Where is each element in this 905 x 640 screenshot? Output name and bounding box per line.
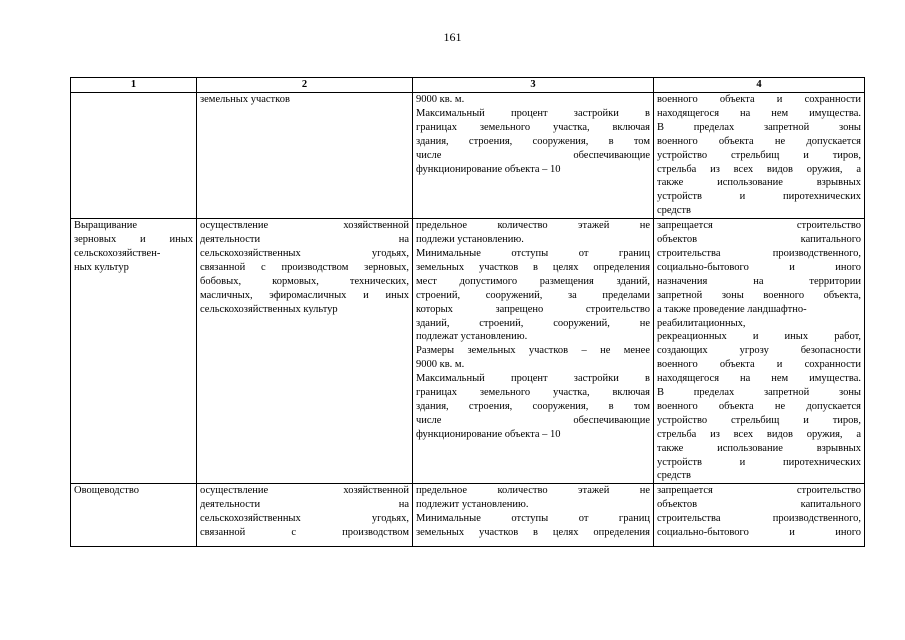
cell-text-line: Максимальный процент застройки в xyxy=(416,373,650,385)
cell-text-line: Размеры земельных участков – не менее xyxy=(416,345,650,357)
land-use-type-cell xyxy=(71,93,197,219)
parameters-cell xyxy=(413,484,654,547)
column-header-4: 4 xyxy=(654,78,865,93)
cell-text-line: границах земельного участка, включая xyxy=(416,387,650,399)
cell-text-line: здания, строения, сооружения, в том xyxy=(416,135,650,147)
page-number: 161 xyxy=(443,30,462,44)
cell-text-line: Минимальные отступы от границ xyxy=(416,513,650,525)
parameters-cell xyxy=(413,93,654,219)
cell-text-line: бобовых, кормовых, технических, xyxy=(200,275,409,287)
cell-text-line: создающих угрозу безопасности xyxy=(657,345,861,357)
cell-text-line: подлежат установлению. xyxy=(416,331,528,343)
cell-text-line: мест допустимого размещения зданий, xyxy=(416,275,650,287)
cell-text-line: здания, строения, сооружения, в том xyxy=(416,400,650,412)
cell-text-line: числе обеспечивающие xyxy=(416,149,650,161)
cell-text-line: военного объекта не допускается xyxy=(657,135,861,147)
cell-text-line: земельных участков xyxy=(200,94,290,105)
restrictions-cell xyxy=(654,484,865,547)
activity-description-cell xyxy=(197,219,413,484)
table-row xyxy=(71,219,865,484)
land-use-type-cell xyxy=(71,484,197,547)
cell-text-line: деятельности на xyxy=(200,499,409,511)
cell-text-line: В пределах запретной зоны xyxy=(657,121,861,133)
activity-description-cell xyxy=(197,93,413,219)
cell-text-line: зерновых и иных xyxy=(74,234,193,246)
column-header-3: 3 xyxy=(413,78,654,93)
cell-text-line: функционирование объекта – 10 xyxy=(416,428,561,440)
cell-text-line: сельскохозяйствен- xyxy=(74,247,161,259)
cell-text-line: Овощеводство xyxy=(74,485,140,497)
column-header-2: 2 xyxy=(197,78,413,93)
cell-text-line: строительства производственного, xyxy=(657,247,861,259)
cell-text-line: стрельба из всех видов оружия, а xyxy=(657,428,861,440)
cell-text-line: ных культур xyxy=(74,261,129,273)
cell-text-line: земельных участков в целях определения xyxy=(416,261,650,273)
cell-text-line: социально-бытового и иного xyxy=(657,261,861,273)
regulations-table xyxy=(70,77,865,547)
column-header-1: 1 xyxy=(71,78,197,93)
cell-text-line: подлежит установлению. xyxy=(416,499,529,511)
cell-text-line: строительства производственного, xyxy=(657,513,861,525)
cell-text-line: масличных, эфиромасличных и иных xyxy=(200,289,409,301)
cell-text-line: находящегося на нем имущества. xyxy=(657,107,861,119)
cell-text-line: Минимальные отступы от границ xyxy=(416,247,650,259)
cell-text-line: 9000 кв. м. xyxy=(416,359,465,371)
cell-text-line: связанной с производством xyxy=(200,527,409,539)
cell-text-line: запретной зоны военного объекта, xyxy=(657,289,861,301)
cell-text-line: устройство стрельбищ и тиров, xyxy=(657,149,861,161)
cell-text-line: функционирование объекта – 10 xyxy=(416,163,561,175)
cell-text-line: устройств и пиротехнических xyxy=(657,456,861,468)
cell-text-line: которых запрещено строительство xyxy=(416,303,650,315)
cell-text-line: сельскохозяйственных угодьях, xyxy=(200,247,409,259)
cell-text-line: деятельности на xyxy=(200,234,409,246)
cell-text-line: числе обеспечивающие xyxy=(416,414,650,426)
cell-text-line: а также проведение ландшафтно- xyxy=(657,303,807,315)
land-use-type-cell xyxy=(71,219,197,484)
cell-text-line: В пределах запретной зоны xyxy=(657,387,861,399)
cell-text-line: запрещается строительство xyxy=(657,485,861,497)
activity-description-cell xyxy=(197,484,413,547)
cell-text-line: связанной с производством зерновых, xyxy=(200,261,409,273)
cell-text-line: средств xyxy=(657,470,691,482)
cell-text-line: осуществление хозяйственной xyxy=(200,220,409,232)
cell-text-line: устройств и пиротехнических xyxy=(657,191,861,203)
table-row xyxy=(71,93,865,219)
restrictions-cell xyxy=(654,93,865,219)
table-row xyxy=(71,484,865,547)
cell-text-line: предельное количество этажей не xyxy=(416,485,650,497)
restrictions-cell xyxy=(654,219,865,484)
cell-text-line: сельскохозяйственных угодьях, xyxy=(200,513,409,525)
table-header-row xyxy=(71,78,865,93)
cell-text-line: также использование взрывных xyxy=(657,442,861,454)
cell-text-line: запрещается строительство xyxy=(657,220,861,232)
cell-text-line: объектов капитального xyxy=(657,499,861,511)
cell-text-line: военного объекта и сохранности xyxy=(657,94,861,105)
cell-text-line: рекреационных и иных работ, xyxy=(657,331,861,343)
cell-text-line: Максимальный процент застройки в xyxy=(416,107,650,119)
cell-text-line: границах земельного участка, включая xyxy=(416,121,650,133)
cell-text-line: подлежи установлению. xyxy=(416,234,524,246)
cell-text-line: назначения на территории xyxy=(657,275,861,287)
cell-text-line: строений, сооружений, за пределами xyxy=(416,289,650,301)
cell-text-line: также использование взрывных xyxy=(657,177,861,189)
parameters-cell xyxy=(413,219,654,484)
cell-text-line: 9000 кв. м. xyxy=(416,94,465,105)
cell-text-line: предельное количество этажей не xyxy=(416,220,650,232)
cell-text-line: военного объекта и сохранности xyxy=(657,359,861,371)
cell-text-line: стрельба из всех видов оружия, а xyxy=(657,163,861,175)
cell-text-line: зданий, строений, сооружений, не xyxy=(416,317,650,329)
cell-text-line: устройство стрельбищ и тиров, xyxy=(657,414,861,426)
cell-text-line: осуществление хозяйственной xyxy=(200,485,409,497)
cell-text-line: реабилитационных, xyxy=(657,317,746,329)
cell-text-line: социально-бытового и иного xyxy=(657,527,861,539)
cell-text-line: сельскохозяйственных культур xyxy=(200,303,338,315)
cell-text-line: находящегося на нем имущества. xyxy=(657,373,861,385)
cell-text-line: военного объекта не допускается xyxy=(657,400,861,412)
cell-text-line: объектов капитального xyxy=(657,234,861,246)
cell-text-line: Выращивание xyxy=(74,220,138,232)
cell-text-line: средств xyxy=(657,205,691,217)
cell-text-line: земельных участков в целях определения xyxy=(416,527,650,539)
